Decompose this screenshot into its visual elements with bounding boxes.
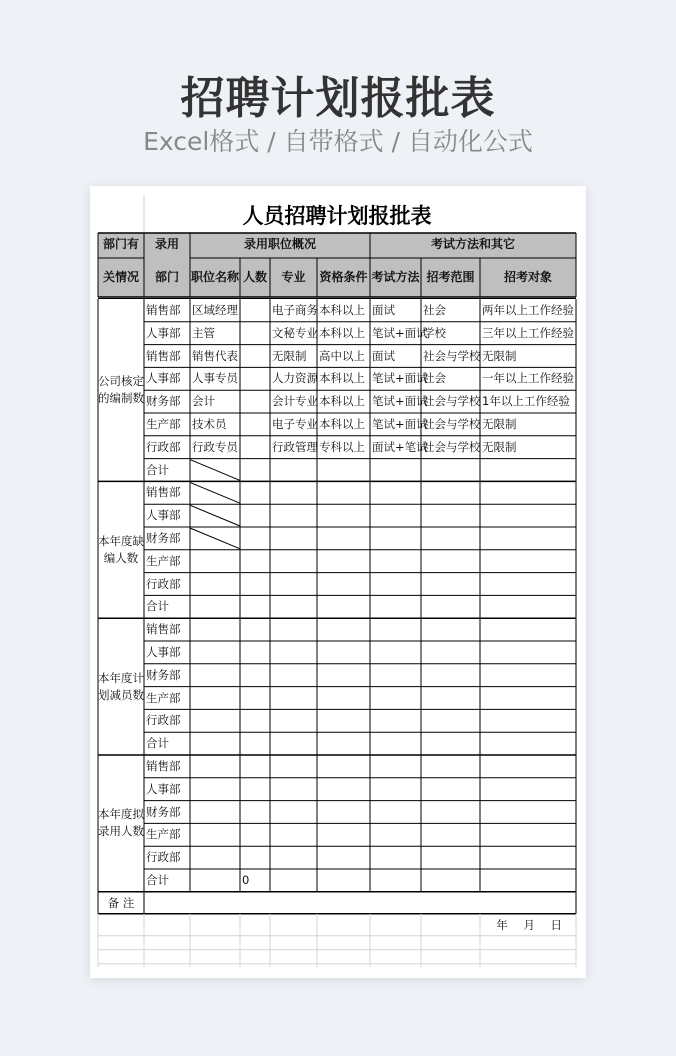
table-cell-qualification: 高中以上 [319, 348, 365, 363]
table-cell-exam-method [370, 459, 421, 482]
table-cell-exam-target [480, 778, 576, 801]
header-dept-line2: 关情况 [98, 258, 144, 297]
table-cell-exam-target [480, 459, 576, 482]
table-cell-exam-scope [421, 869, 480, 892]
table-cell-headcount [240, 846, 270, 869]
table-cell-exam-method [370, 755, 421, 778]
header-position-overview: 录用职位概况 [190, 233, 370, 258]
table-cell-position [190, 823, 240, 846]
table-cell-qualification [317, 846, 370, 869]
table-cell-exam-method: 面试+笔试 [372, 439, 428, 454]
header-major: 专业 [270, 258, 317, 297]
table-cell-headcount [240, 504, 270, 527]
header-hire-line1: 录用 [144, 233, 190, 258]
table-cell-exam-target: 无限制 [482, 417, 517, 431]
table-cell-major [270, 755, 317, 778]
table-cell-qualification: 本科以上 [319, 303, 365, 317]
table-cell-exam-method [370, 550, 421, 573]
section-label: 本年度计划减员数 [98, 670, 144, 702]
table-cell-major: 电子专业 [272, 417, 318, 431]
header-qualification: 资格条件 [317, 258, 370, 297]
table-cell-dept: 合计 [146, 873, 169, 887]
table-cell-dept: 合计 [146, 599, 169, 614]
section-label: 本年度缺编人数 [98, 533, 144, 565]
date-field: 年 月 日 [496, 917, 568, 932]
table-cell-dept: 生产部 [146, 553, 181, 568]
table-cell-headcount [240, 436, 270, 459]
table-cell-exam-scope [421, 481, 480, 504]
table-cell-major [270, 459, 317, 482]
table-cell-major: 人力资源 [272, 371, 318, 386]
table-cell-exam-scope [421, 687, 480, 710]
table-cell-position [190, 869, 240, 892]
table-cell-major [270, 687, 317, 710]
table-cell-dept: 人事部 [146, 508, 181, 523]
table-cell-exam-target [480, 481, 576, 504]
table-cell-exam-scope [421, 641, 480, 664]
table-cell-qualification [317, 664, 370, 687]
table-cell-position [190, 573, 240, 596]
table-cell-exam-target: 1年以上工作经验 [482, 394, 570, 409]
table-cell-position [190, 778, 240, 801]
table-cell-position: 行政专员 [192, 439, 238, 454]
table-cell-major [270, 641, 317, 664]
table-cell-dept: 行政部 [146, 713, 181, 728]
table-cell-major [270, 481, 317, 504]
table-cell-exam-method: 笔试+面试 [372, 417, 428, 431]
table-cell-position [190, 504, 240, 527]
table-cell-exam-scope [421, 618, 480, 641]
table-cell-exam-method [370, 687, 421, 710]
table-cell-position: 主管 [192, 325, 215, 340]
table-cell-dept: 合计 [146, 462, 169, 477]
table-cell-headcount [240, 732, 270, 755]
table-cell-headcount [240, 618, 270, 641]
header-position-name: 职位名称 [190, 258, 240, 297]
table-cell-headcount [240, 755, 270, 778]
table-cell-dept: 生产部 [146, 417, 181, 431]
table-cell-exam-target [480, 664, 576, 687]
table-cell-exam-scope: 社会与学校 [423, 394, 481, 409]
table-cell-position [190, 527, 240, 550]
table-cell-exam-scope [421, 755, 480, 778]
table-cell-exam-scope: 社会与学校 [423, 417, 481, 431]
table-cell-exam-scope [421, 595, 480, 618]
header-dept-line1: 部门有 [98, 233, 144, 258]
table-cell-major [270, 618, 317, 641]
table-cell-exam-target [480, 550, 576, 573]
table-cell-major: 会计专业 [272, 394, 318, 409]
table-cell-exam-scope [421, 573, 480, 596]
table-cell-headcount [240, 823, 270, 846]
table-cell-exam-target [480, 869, 576, 892]
table-cell-exam-scope [421, 846, 480, 869]
table-cell-exam-method [370, 481, 421, 504]
table-cell-position: 销售代表 [192, 348, 238, 363]
table-cell-exam-target [480, 846, 576, 869]
table-cell-major: 文秘专业 [272, 325, 318, 340]
table-cell-exam-scope [421, 778, 480, 801]
table-cell-headcount [240, 801, 270, 824]
table-cell-qualification [317, 459, 370, 482]
table-cell-major [270, 732, 317, 755]
sheet-title: 人员招聘计划报批表 [242, 203, 432, 228]
table-cell-headcount [240, 573, 270, 596]
table-cell-exam-method [370, 846, 421, 869]
table-cell-headcount [240, 390, 270, 413]
table-cell-dept: 人事部 [146, 371, 181, 386]
table-cell-position [190, 459, 240, 482]
table-cell-exam-method [370, 573, 421, 596]
table-cell-headcount [240, 778, 270, 801]
table-cell-position: 技术员 [192, 417, 227, 431]
table-cell-qualification [317, 641, 370, 664]
table-cell-position [190, 618, 240, 641]
table-cell-headcount [240, 709, 270, 732]
table-cell-major: 无限制 [272, 348, 307, 363]
table-cell-qualification: 本科以上 [319, 325, 365, 340]
table-cell-qualification [317, 687, 370, 710]
table-cell-exam-method [370, 504, 421, 527]
table-cell-dept: 销售部 [146, 485, 181, 500]
table-cell-qualification: 本科以上 [319, 371, 365, 386]
table-cell-qualification [317, 823, 370, 846]
table-cell-exam-scope [421, 732, 480, 755]
header-exam-target: 招考对象 [480, 258, 576, 297]
table-cell-dept: 行政部 [146, 576, 181, 591]
table-cell-exam-scope [421, 527, 480, 550]
table-cell-dept: 销售部 [146, 348, 181, 363]
table-cell-exam-target: 无限制 [482, 439, 517, 454]
table-cell-exam-target [480, 595, 576, 618]
table-cell-exam-scope: 社会与学校 [423, 439, 481, 454]
table-cell-major: 电子商务 [272, 303, 318, 317]
table-cell-exam-scope [421, 550, 480, 573]
table-cell-headcount [240, 641, 270, 664]
table-cell-dept: 销售部 [146, 759, 181, 773]
header-exam-and-other: 考试方法和其它 [370, 233, 576, 258]
table-cell-major [270, 550, 317, 573]
table-cell-position [190, 664, 240, 687]
table-cell-exam-method: 笔试+面试 [372, 325, 428, 340]
table-cell-headcount [240, 595, 270, 618]
table-cell-dept: 人事部 [146, 325, 181, 340]
table-cell-exam-method [370, 527, 421, 550]
table-cell-major [270, 573, 317, 596]
table-cell-exam-method [370, 618, 421, 641]
table-cell-headcount [240, 367, 270, 390]
table-cell-position [190, 732, 240, 755]
table-cell-dept: 行政部 [146, 439, 181, 454]
table-cell-dept: 财务部 [146, 667, 181, 682]
table-cell-qualification [317, 504, 370, 527]
table-cell-qualification [317, 618, 370, 641]
remarks-label: 备 注 [107, 895, 135, 910]
table-cell-headcount [240, 664, 270, 687]
table-cell-exam-method [370, 801, 421, 824]
table-cell-exam-method [370, 595, 421, 618]
table-cell-qualification: 专科以上 [319, 439, 365, 454]
table-cell-headcount [240, 413, 270, 436]
table-cell-dept: 财务部 [146, 804, 181, 819]
table-cell-exam-scope: 社会与学校 [423, 348, 481, 363]
table-cell-exam-method [370, 869, 421, 892]
table-cell-major [270, 778, 317, 801]
table-cell-exam-scope [421, 801, 480, 824]
table-cell-qualification: 本科以上 [319, 394, 365, 409]
table-cell-exam-method: 笔试+面试 [372, 394, 428, 409]
table-cell-exam-target [480, 527, 576, 550]
table-cell-major [270, 869, 317, 892]
table-cell-exam-target: 两年以上工作经验 [482, 303, 574, 317]
table-cell-exam-method [370, 778, 421, 801]
table-cell-major [270, 527, 317, 550]
table-cell-dept: 生产部 [146, 690, 181, 705]
table-cell-exam-target [480, 573, 576, 596]
table-cell-headcount [240, 299, 270, 322]
table-cell-dept: 行政部 [146, 850, 181, 865]
table-cell-major [270, 595, 317, 618]
table-cell-exam-scope [421, 823, 480, 846]
table-cell-exam-scope [421, 459, 480, 482]
section-label: 本年度拟录用人数 [98, 807, 144, 839]
table-cell-exam-target [480, 687, 576, 710]
header-exam-scope: 招考范围 [421, 258, 480, 297]
table-cell-dept: 财务部 [146, 531, 181, 545]
table-cell-major: 行政管理 [272, 439, 318, 454]
table-cell-exam-method [370, 664, 421, 687]
table-cell-exam-scope: 学校 [423, 325, 446, 340]
table-cell-exam-method [370, 709, 421, 732]
table-cell-exam-target [480, 823, 576, 846]
table-cell-exam-scope [421, 504, 480, 527]
table-cell-major [270, 846, 317, 869]
table-cell-qualification [317, 869, 370, 892]
table-cell-dept: 人事部 [146, 781, 181, 796]
table-cell-dept: 销售部 [146, 622, 181, 637]
table-cell-exam-target [480, 504, 576, 527]
table-cell-exam-target [480, 641, 576, 664]
table-cell-headcount [240, 687, 270, 710]
table-cell-exam-target: 三年以上工作经验 [482, 325, 574, 340]
table-cell-major [270, 504, 317, 527]
table-cell-exam-method: 笔试+面试 [372, 371, 428, 386]
table-cell-qualification [317, 527, 370, 550]
table-cell-headcount [240, 459, 270, 482]
table-cell-exam-target [480, 732, 576, 755]
table-cell-qualification [317, 550, 370, 573]
table-cell-exam-method [370, 732, 421, 755]
table-cell-major [270, 664, 317, 687]
table-cell-headcount [240, 322, 270, 345]
table-cell-position [190, 481, 240, 504]
table-cell-qualification [317, 709, 370, 732]
table-cell-exam-scope: 社会 [423, 303, 446, 317]
table-cell-headcount [240, 481, 270, 504]
table-cell-dept: 销售部 [146, 303, 181, 317]
table-cell-headcount: 0 [242, 873, 250, 887]
table-cell-position [190, 801, 240, 824]
table-cell-headcount [240, 527, 270, 550]
table-cell-qualification [317, 755, 370, 778]
table-cell-exam-target [480, 618, 576, 641]
table-cell-position [190, 755, 240, 778]
table-cell-position [190, 595, 240, 618]
table-cell-exam-scope: 社会 [423, 371, 446, 386]
table-cell-exam-method: 面试 [372, 348, 395, 363]
table-cell-position: 区域经理 [192, 303, 238, 317]
table-cell-position [190, 709, 240, 732]
table-cell-position [190, 550, 240, 573]
table-cell-position: 人事专员 [192, 371, 238, 386]
table-cell-exam-target [480, 801, 576, 824]
table-cell-qualification [317, 778, 370, 801]
table-cell-major [270, 709, 317, 732]
table-cell-exam-target: 一年以上工作经验 [482, 371, 574, 386]
table-cell-exam-target: 无限制 [482, 348, 517, 363]
table-cell-qualification [317, 595, 370, 618]
table-cell-dept: 人事部 [146, 645, 181, 659]
table-cell-exam-method [370, 641, 421, 664]
header-hire-dept: 部门 [144, 258, 190, 297]
hero-subtitle: Excel格式 / 自带格式 / 自动化公式 [143, 127, 533, 156]
table-cell-qualification [317, 573, 370, 596]
table-cell-position [190, 687, 240, 710]
header-headcount: 人数 [240, 258, 270, 297]
section-label: 公司核定的编制数 [98, 374, 144, 406]
table-cell-exam-scope [421, 664, 480, 687]
table-cell-headcount [240, 345, 270, 368]
hero-title: 招聘计划报批表 [180, 73, 496, 124]
table-cell-dept: 财务部 [146, 394, 181, 409]
table-cell-exam-method [370, 823, 421, 846]
table-cell-position: 会计 [192, 394, 215, 409]
table-cell-exam-method: 面试 [372, 303, 395, 317]
table-cell-major [270, 823, 317, 846]
table-cell-exam-scope [421, 709, 480, 732]
table-cell-exam-target [480, 755, 576, 778]
table-cell-major [270, 801, 317, 824]
table-cell-headcount [240, 550, 270, 573]
table-cell-qualification [317, 481, 370, 504]
table-cell-dept: 生产部 [146, 827, 181, 842]
table-cell-exam-target [480, 709, 576, 732]
table-cell-position [190, 846, 240, 869]
header-exam-method: 考试方法 [370, 258, 421, 297]
table-cell-qualification [317, 732, 370, 755]
table-cell-qualification [317, 801, 370, 824]
table-cell-dept: 合计 [146, 736, 169, 751]
table-cell-position [190, 641, 240, 664]
table-cell-qualification: 本科以上 [319, 417, 365, 431]
